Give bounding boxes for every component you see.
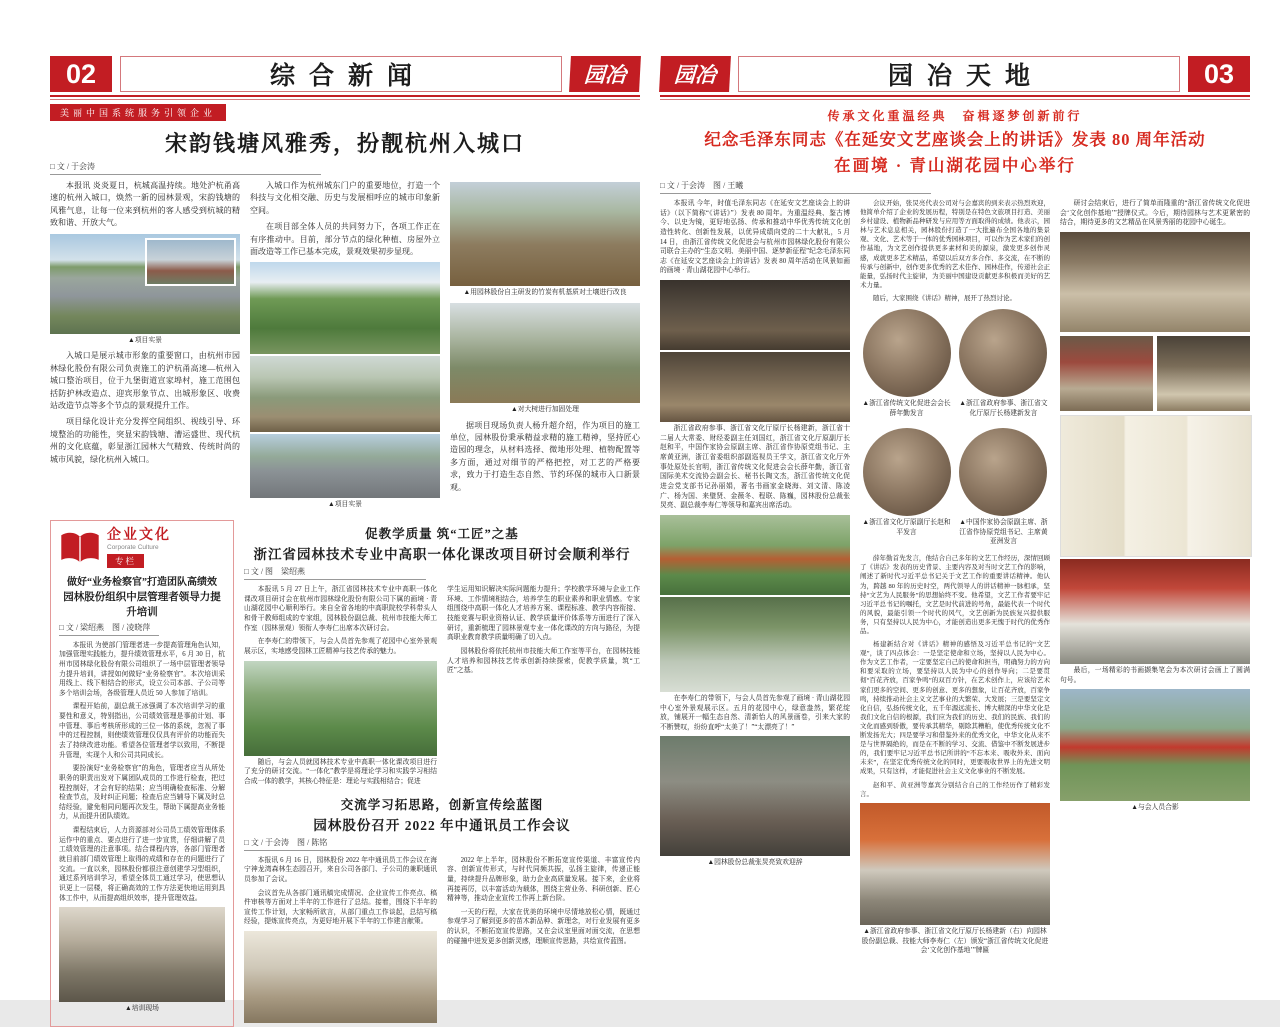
paragraph: 在李寿仁的带领下，与会人员首先参观了花园中心室外景观展示区，实地感受园林工匠精神与技艺传承的魅力。	[244, 638, 437, 656]
paragraph: 课程结束后，人力资源部对公司员工绩效管理体系运作中的重点、要点进行了进一步宣贯，仔细讲解了员工绩效管理的注意事项。结合课程内容，各部门管理者就目前部门绩效管理上取得的成绩和存在的问题进行了交流。一直以来，园林股份都很注意创建学习型组织，通过系列培训学习，希望全体员工通过学习，使思想认识更上一层楼，将正确高效的工作方法更快地运用到具体工作中，从而提高组织效率，提升管理效益。	[59, 827, 225, 902]
paragraph: 会议开始，张炅亮代表公司对与会嘉宾的到来表示热烈欢迎，他简单介绍了企业的发展历程，特别是在特色文旅项目打造、美丽乡村建设、植物新品种研发与应用等方面取得的成绩。他表示，园林与艺术息息相关，园林股份打造了一大批遍布全国各地的集景观、文化、艺术等于一体的优秀园林项目，可以作为艺术家们的创作基地，为文艺创作提供更多素材和美的源泉，激发更多创作灵感，成就更多艺术精品，希望以后双方多合作、多交流，在不断的传承与创新中，创作更多优秀的艺术佳作、园林佳作，传递社会正能量，弘扬时代主旋律，为美丽中国建设贡献更多积极而美好的艺术力量。	[860, 200, 1050, 289]
paragraph: 本报讯 今年，时值毛泽东同志《在延安文艺座谈会上的讲话》（以下简称“《讲话》”）发表 80 周年。为重温经典、鉴古博今、以史为镜，更好地弘扬、传承和推动中华优秀传统文化创造性转化、创新性发展，以优异成绩向党的二十大献礼，5 月 14 日，由浙江省传统文化促进会与杭州市园林绿化股份有限公司联合主办的“生态文明、美丽中国、逐梦新征程”纪念毛泽东同志《在延安文艺座谈会上的讲话》发表 80 周年活动在风景如画的画境 · 青山湖花园中心举行。	[660, 200, 850, 275]
page03-col3	[1060, 199, 1250, 961]
photo-caption: ▲园林股份总裁张炅亮致欢迎辞	[707, 859, 803, 867]
page-02-lower-right	[244, 520, 640, 1027]
article3-headline2: 园林股份召开 2022 年中通讯员工作会议	[313, 817, 571, 833]
paragraph: 学生运用知识解决实际问题能力提升；学校教学环境与企业工作环境、工作情境相结合，培养学生的职业素养和职业情感。专家组围绕中高职一体化人才培养方案、课程标准、教学内容衔接、技能竞赛与职业资格认证、教学质量评价体系等方面进行了深入研讨，重新梳理了园林景观专业一体化课改的方向与路径，为提高职业教育教学质量明确了切入点。	[447, 586, 640, 642]
photo-speaker-zhao-heping	[863, 428, 951, 516]
paragraph: 浙江省政府参事、浙江省文化厅原厅长杨建新，浙江省十二届人大常委、财经委副主任刘国红，浙江省文化厅原副厅长赵和平，中国作家协会原副主席、浙江省作协原党组书记、主席黄亚洲，浙江省委组织部副巡视员王学文，浙江省文化厅外事处原处长官明，浙江省传统文化促进会会长薛年勤，浙江省国际美术交流协会副会长、秘书长陶文杰，浙江省传统文化促进会党支部书记孙丽娟，著名书画家金晓海、刘文清、陈凌广、杨为国、来璧贤、金薇冬、程联、陈巍，园林股份总裁张炅亮、副总裁李寿仁等领导和嘉宾出席活动。	[660, 425, 850, 510]
header-rule-thin	[50, 99, 640, 100]
photo-caption: ▲培训现场	[125, 1005, 159, 1013]
article2-col2	[447, 585, 640, 790]
page-03-columns	[660, 199, 1250, 961]
corporate-culture-box	[50, 520, 234, 1027]
culture-title-stack	[107, 528, 171, 568]
photo-caption: ▲浙江省传统文化促进会会长薛年勤发言	[862, 400, 951, 417]
paragraph: 本报讯 为使部门管理者进一步提高管理角色认知，加强管理实践能力，提升绩效管理水平，6 月 30 日，杭州市园林绿化股份有限公司组织了一场中层管理者领导力提升培训，讲授如何做好“业务检察官”。本次培训采用线上、线下相结合的形式，设立公司本部、子公司等多个培训会场，各级管理人员近 50 人参加了培训。	[59, 641, 225, 697]
culture-headline1: 做好“业务检察官”打造团队高绩效	[67, 576, 217, 588]
photo-speaker-huang-yazhou	[959, 428, 1047, 516]
speaker-cell	[957, 426, 1050, 553]
culture-headline2: 园林股份组织中层管理者领导力提升培训	[63, 591, 221, 618]
photo-garden-walk	[660, 515, 850, 595]
slogan-band: 美丽中国系统服务引领企业	[50, 104, 226, 121]
culture-header	[59, 528, 225, 568]
photo-plaque-award	[860, 803, 1050, 925]
photo-caption: ▲用园林股份自主研发的竹炭有机基质对土壤进行改良	[463, 289, 627, 296]
page-02	[50, 56, 640, 1027]
article1-columns	[50, 180, 640, 515]
page-number: 02	[50, 56, 112, 92]
photo-caption: ▲项目实景	[328, 501, 362, 509]
main-byline: □ 文 / 于会涛 图 / 王曦	[660, 180, 931, 194]
paragraph: 在李寿仁的带领下，与会人员首先参观了画境 · 青山湖花园中心室外景观展示区。五月的花园中心，绿意盎然，繁花绽放，铺展开一幅生态自然、清新怡人的风景画卷，引来大家的不断赞叹，纷纷直呼“太美了！”“太漂亮了！”	[660, 694, 850, 731]
main-headline-line1: 纪念毛泽东同志《在延安文艺座谈会上的讲话》发表 80 周年活动	[704, 130, 1206, 149]
article2-headline2: 浙江省园林技术专业中高职一体化课改项目研讨会顺利举行	[253, 547, 631, 563]
paragraph: 会议首先从各部门通讯稿完成情况、企业宣传工作亮点、稿件审核等方面对上半年的工作进行了总结。接着，围绕下半年的宣传工作计划，大家畅所欲言，从部门重点工作谈起，总结写稿经验，提炼宣传亮点，为更好地开展下半年的工作建言献策。	[244, 889, 437, 926]
photo-indoor-venue	[660, 280, 850, 350]
paragraph: 要扮演好“业务检察官”的角色，管理者应当从所处职务的职责出发对下属团队成员的工作进行检查，把过程控制好，才会有好的结果；应当明确检查标准、分解检查节点，及时纠正问题；检查后应当辅导下属及时总结经验，避免相同问题再次发生，帮助下属提高业务能力，从而提升团队绩效。	[59, 765, 225, 821]
open-book-icon	[59, 531, 101, 565]
article3-columns	[244, 856, 640, 1025]
section-title: 综合新闻	[120, 56, 562, 92]
photo-caption: ▲中国作家协会原副主席、浙江省作协原党组书记、主席黄亚洲发言	[959, 518, 1048, 546]
photo-speaker-xue-nianqin	[863, 309, 951, 397]
speaker-photo-grid	[860, 307, 1050, 552]
header-rule	[50, 95, 640, 97]
photo-inset-tollgate	[145, 238, 236, 286]
article3-headline1: 交流学习拓思路，创新宣传绘蓝图	[340, 797, 544, 812]
photo-artist-painting	[1060, 336, 1153, 411]
article3-col1	[244, 856, 437, 1025]
masthead-logo: 园冶	[569, 56, 641, 92]
paragraph: 在项目部全体人员的共同努力下，各项工作正在有序推动中。目前，部分节点的绿化种植、房屋外立面改造等工作已基本完成，景观效果初步显现。	[250, 222, 440, 256]
paragraph: 入城口作为杭州城东门户的重要地位，打造一个科技与文化相交融、历史与发展相呼应的城市印象新空间。	[250, 181, 440, 215]
article3-col2	[447, 856, 640, 1025]
photo-banner-presentation	[1060, 559, 1250, 664]
page-02-header	[50, 56, 640, 92]
article2-col1	[244, 585, 437, 790]
culture-tag: 专栏	[107, 554, 144, 568]
paragraph: 随后，大家围绕《讲话》精神，展开了热烈讨论。	[873, 294, 1016, 302]
photo-ceo-speech	[660, 736, 850, 856]
photo-group-photo	[1060, 689, 1250, 801]
photo-artworks-display	[1060, 415, 1252, 557]
article2-headline1: 促教学质量 筑“工匠”之基	[365, 527, 519, 542]
paragraph: 本报讯 6 月 16 日，园林股份 2022 年中通讯员工作会议在海宁神龙湾森林生态园召开，来自公司各部门、子公司的兼职通讯员参加了会议。	[244, 856, 437, 883]
article1-byline: □ 文 / 于会涛	[50, 161, 321, 175]
photo-caption: ▲项目实景	[128, 336, 162, 344]
photo-tree-support	[450, 303, 640, 403]
paragraph: 园林股份将依托杭州市技能大师工作室等平台，在园林技能人才培养和园林技艺传承创新持续探索，促教学质量，筑“工匠”之基。	[447, 648, 640, 675]
article2-byline: □ 文 / 图 梁绍燕	[244, 566, 426, 580]
main-headline-line2: 在画境 · 青山湖花园中心举行	[834, 156, 1076, 175]
photo-caption: ▲浙江省政府参事、浙江省文化厅原厅长杨建新（右）向园林股份副总裁、技能大师李寿仁（左）颁发“浙江省传统文化促进会‘文化创作基地’”牌匾	[861, 927, 1049, 955]
article1-col2	[250, 180, 440, 515]
article3-byline: □ 文 / 于会涛 图 / 陈铭	[244, 837, 426, 851]
paragraph: 2022 年上半年，园林股份不断拓宽宣传渠道、丰富宣传内容、创新宣传形式，与时代同频共振，弘扬主旋律，传递正能量，持续提升品牌形象，助力企业高质量发展。接下来，企业将再接再厉，以丰富活动为载体，围绕主营业务、科研创新、匠心精神等，推动企业宣传工作再上新台阶。	[447, 856, 640, 903]
page-03	[660, 56, 1250, 961]
page-number: 03	[1188, 56, 1250, 92]
photo-pair	[1060, 334, 1250, 413]
article1-headline: 宋韵钱塘风雅秀，扮靓杭州入城口	[164, 131, 525, 156]
photo-correspondents-meeting	[244, 931, 437, 1023]
photo-garden-tour	[244, 661, 437, 756]
paragraph: 赵和平、黄亚洲等嘉宾分别结合自己的工作经历作了精彩发言。	[860, 781, 1050, 798]
paragraph: 据项目现场负责人杨升超介绍，作为项目的施工单位，园林股份秉承精益求精的施工精神，坚持匠心造园的理念，从材料选择、微地形处理、植物配置等多方面，通过对细节的严格把控，对工艺的严格要求，致力于打造生态自然、节约环保的城市入口新景观。	[450, 420, 640, 492]
speaker-cell	[860, 307, 953, 424]
photo-artist-calligraphy	[1157, 336, 1250, 411]
speaker-cell	[957, 307, 1050, 424]
paragraph: 随后，与会人员就园林技术专业中高职一体化课改项目进行了充分的研讨交流。“一体化”教学是将理论学习和实践学习相结合成一体的教学，其核心特征是：理论与实践相结合；促进	[244, 758, 437, 785]
article1-col3	[450, 180, 640, 515]
paragraph: 本报讯 5 月 27 日上午，浙江省园林技术专业中高职一体化课改项目研讨会在杭州市园林绿化股份有限公司下属的画境 · 青山湖花园中心顺利举行。来自全省各地的中高职院校学科带头人和骨干教师组成的专家组，园林股份副总裁、杭州市技能大师工作室（园林景观）领衔人李寿仁出席本次研讨会。	[244, 586, 437, 632]
photo-caption: ▲对大树进行加固处理	[511, 405, 579, 413]
kicker-line: 传承文化重温经典 奋楫逐梦创新前行	[827, 109, 1083, 123]
photo-caption: ▲与会人员合影	[1131, 804, 1179, 812]
paragraph: 最后，一场精彩的书画撷集笔会为本次研讨会画上了圆满句号。	[1060, 666, 1250, 684]
masthead-logo: 园冶	[659, 56, 731, 92]
culture-subtitle: Corporate Culture	[107, 543, 159, 551]
page-02-lower	[50, 520, 640, 1027]
header-rule-thin	[660, 99, 1250, 100]
article2-columns	[244, 585, 640, 790]
paragraph: 课程开始前，副总裁王冰强调了本次培训学习的重要性和意义，特别指出，公司绩效管理是事前计划、事中管理、事后考核所形成的三位一体的系统，忽视了事中的过程控制，则使绩效管理仅仅具有评价的功能而失去了持续改进功能。希望各位管理者学以致用，不断提升管理，实现个人和公司共同成长。	[59, 703, 225, 759]
culture-byline: □ 文 / 梁绍燕 图 / 凌晓萍	[59, 622, 159, 636]
header-rule	[660, 95, 1250, 97]
paragraph: 薛年勤首先发言，他结合自己多年的文艺工作经历，深情回顾了《讲话》发表的历史背景、主要内容及对当时文艺工作的影响，阐述了新时代习近平总书记关于文艺工作的重要讲话精神。他认为，跨越 80 年的历史时空，两代领导人的讲话精神一脉相承，坚持“文艺为人民服务”的思想始终不变。他希望，文艺工作者要牢记习近平总书记的嘱托，文艺是时代前进的号角，最能代表一个时代的风貌，最能引领一个时代的风气，文艺创新为民族复兴提供服务，只有坚持以人民为中心，才能创造出更多无愧于时代的优秀作品。	[860, 555, 1050, 635]
paragraph: 研讨会结束后，进行了简单而隆重的“浙江省传统文化促进会‘文化创作基地’”授牌仪式。今后，期待园林与艺术更紧密的结合，期待更多的文艺精品在风景秀丽的花园中心诞生。	[1060, 200, 1250, 227]
paragraph: 入城口是展示城市形象的重要窗口，由杭州市园林绿化股份有限公司负责施工的沪杭甬高速—杭州入城口整治项目，位于九堡街道宣家埠村，施工范围包括防护林改造点、迎宾形象节点、出城形象区、收费站改造节点等多个节点的景观提升工作。	[50, 351, 240, 410]
speaker-cell	[860, 426, 953, 553]
photo-roundtable-meeting	[660, 352, 850, 422]
article1-col1	[50, 180, 240, 515]
photo-caption: ▲浙江省文化厅原副厅长赵和平发言	[862, 518, 951, 536]
page03-col2	[860, 199, 1050, 961]
photo-roadside	[250, 434, 440, 498]
page-03-header	[660, 56, 1250, 92]
section-title: 园冶天地	[738, 56, 1180, 92]
photo-speaker-yang-jianxin	[959, 309, 1047, 397]
photo-greenery	[250, 262, 440, 354]
photo-calligraphy-session	[1060, 232, 1250, 332]
photo-soil-improvement	[450, 182, 640, 286]
photo-planting	[250, 356, 440, 432]
page03-col1	[660, 199, 850, 961]
culture-title: 企业文化	[107, 528, 171, 544]
paragraph: 本报讯 炎炎夏日，杭城高温持续。地处沪杭甬高速的杭州入城口，焕然一新的园林景观，宋韵钱塘的风雅气息，让每一位来到杭州的客人感受到杭城的精致和谐、开放大气。	[50, 181, 240, 228]
culture-column	[50, 520, 234, 1027]
photo-mist-garden	[660, 597, 850, 692]
photo-caption: ▲浙江省政府参事、浙江省文化厅原厅长杨建新发言	[959, 400, 1048, 417]
paragraph: 一天的行程，大家在优美的环境中尽情地放松心情，既通过参观学习了解到更多的苗木新品种、新理念，对行业发展有更多的认识，不断拓宽宣传思路，又在会议室里面对面交流，在思想的碰撞中迸发更多创新灵感，理顺宣传思路，共绘宣传蓝图。	[447, 908, 640, 945]
photo-aerial-road	[50, 234, 240, 334]
paragraph: 杨建新结合对《讲话》精神的感悟及习近平总书记的“文艺观”，谈了四点体会：一是坚定使命和立场，坚持以人民为中心。作为文艺工作者，一定要坚定自己的使命和担当，明确努力的方向和要采取的立场，要坚持以人民为中心的创作导向；二是要贯彻“百花齐放，百家争鸣”的双百方针，在艺术创作上，应该给艺术家们更多的空间、更多的创意、更多的想象，让百花齐放，百家争鸣，持续推动社会主义文艺事业的大繁荣、大发展；三是要坚定文化自信，弘扬传统文化，五千年源远流长、博大精深的中华文化是我们文化自信的根源，我们应为我们的历史、我们的民族、我们的文化而感到骄傲，要传承其精华，剔除其糟粕，使优秀传统文化不断发扬光大；四是要学习和借鉴外来的优秀文化，中华文化从来不是与世界隔绝的，而是在不断的学习、交流、借鉴中不断发展进步的，我们要牢记习近平总书记所讲的“不忘本来、吸收外来、面向未来”，在坚定优秀传统文化的同时，更要吸收世界上的先进文明成果，只有这样，才能促进社会主义文化事业的不断发展。	[860, 641, 1050, 776]
photo-training-session	[59, 907, 225, 1002]
paragraph: 项目绿化设计充分发挥空间组织、视线引导、环境整治的功能性，突显宋韵钱塘、漕运盛世、现代杭州的文化底蕴，彰显浙江园林大气精致、传统时尚的城市风貌，绿化杭州入城口。	[50, 417, 240, 464]
